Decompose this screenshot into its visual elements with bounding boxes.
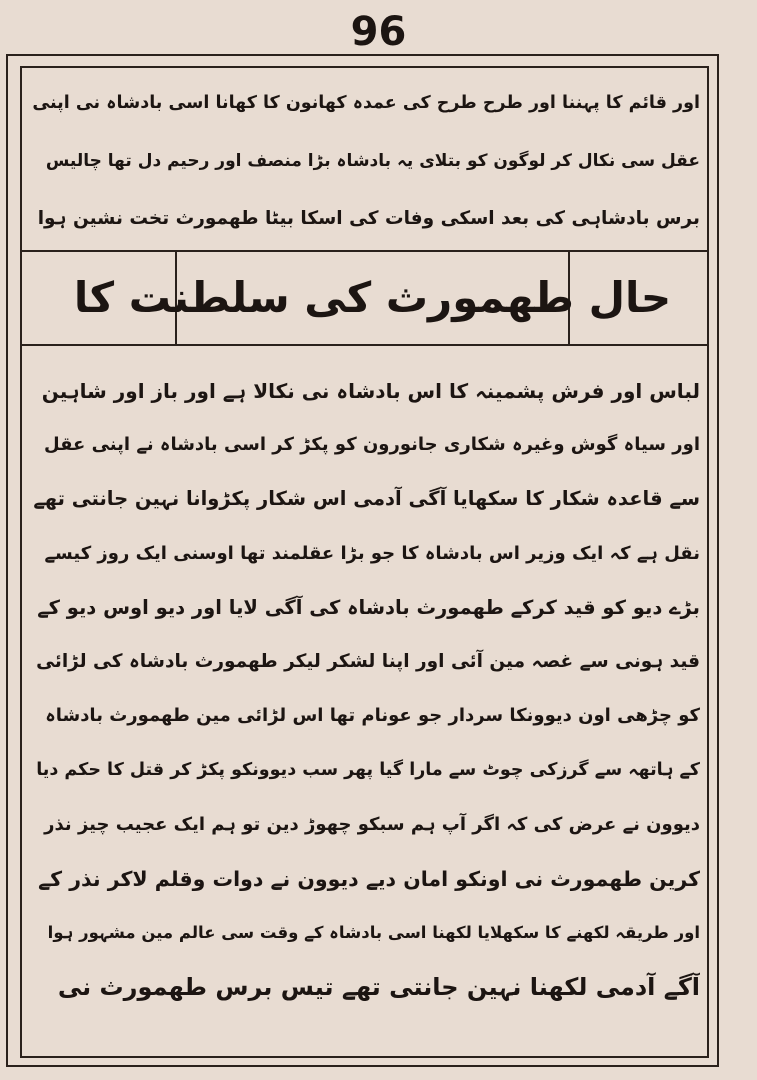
- text-line: کے ہاتھہ سے گرزکی چوٹ سے مارا گیا پھر سب دیوونکو پکڑ کر قتل کا حکم دیا: [36, 760, 700, 781]
- text-line: اور قائم کا پہننا اور طرح طرح کی عمدہ کھانون کا کھانا اسی بادشاہ نی اپنی: [32, 93, 700, 113]
- text-line: کو چڑھی اون دیوونکا سردار جو عونام تھا اس لڑائی مین طھمورث بادشاہ: [45, 705, 700, 727]
- text-line: لباس اور فرش پشمینہ کا اس بادشاہ نی نکالا ہے اور باز اور شاہین: [41, 379, 700, 403]
- intro-paragraph: [30, 74, 700, 248]
- body-paragraph: [30, 364, 700, 1014]
- section-divider-bottom: [20, 344, 709, 346]
- text-line: دیوون نے عرض کی کہ اگر آپ ہم سبکو چھوڑ دین تو ہم ایک عجیب چیز نذر: [44, 813, 700, 835]
- text-line: آگے آدمی لکھنا نہین جانتی تھے تیس برس طھمورث نی: [57, 973, 700, 1002]
- text-line: عقل سی نکال کر لوگون کو بتلای یہ بادشاہ بڑا منصف اور رحیم دل تھا چالیس: [45, 151, 700, 171]
- text-line: قید ہونی سے غصہ مین آئی اور اپنا لشکر لیکر طھمورث بادشاہ کی لڑائی: [36, 650, 700, 672]
- text-line: نقل ہے کہ ایک وزیر اس بادشاہ کا جو بڑا عقلمند تھا اوسنی ایک روز کیسے: [44, 542, 700, 564]
- chapter-heading: حال طھمورث کی سلطنت کا: [73, 273, 672, 322]
- text-line: بڑے دیو کو قید کرکے طھمورث بادشاہ کی آگی لایا اور دیو اوس دیو کے: [37, 595, 700, 619]
- text-line: سے قاعدہ شکار کا سکھایا آگی آدمی اس شکار پکڑوانا نہین جانتی تھے: [33, 487, 700, 511]
- text-line: برس بادشاہی کی بعد اسکی وفات کی اسکا بیٹا طھمورث تخت نشین ہوا: [37, 208, 700, 229]
- chapter-heading-box: [73, 252, 672, 344]
- page-number: 96: [350, 9, 407, 55]
- text-line: اور سیاہ گوش وغیرہ شکاری جانورون کو پکڑ کر اسی بادشاہ نے اپنی عقل: [44, 434, 700, 456]
- text-line: کرین طھمورث نی اونکو امان دیے دیوون نے دوات وقلم لاکر نذر کے: [38, 866, 700, 891]
- text-line: اور طریقہ لکھنے کا سکھلایا لکھنا اسی بادشاہ کے وقت سی عالم مین مشہور ہوا: [47, 922, 700, 942]
